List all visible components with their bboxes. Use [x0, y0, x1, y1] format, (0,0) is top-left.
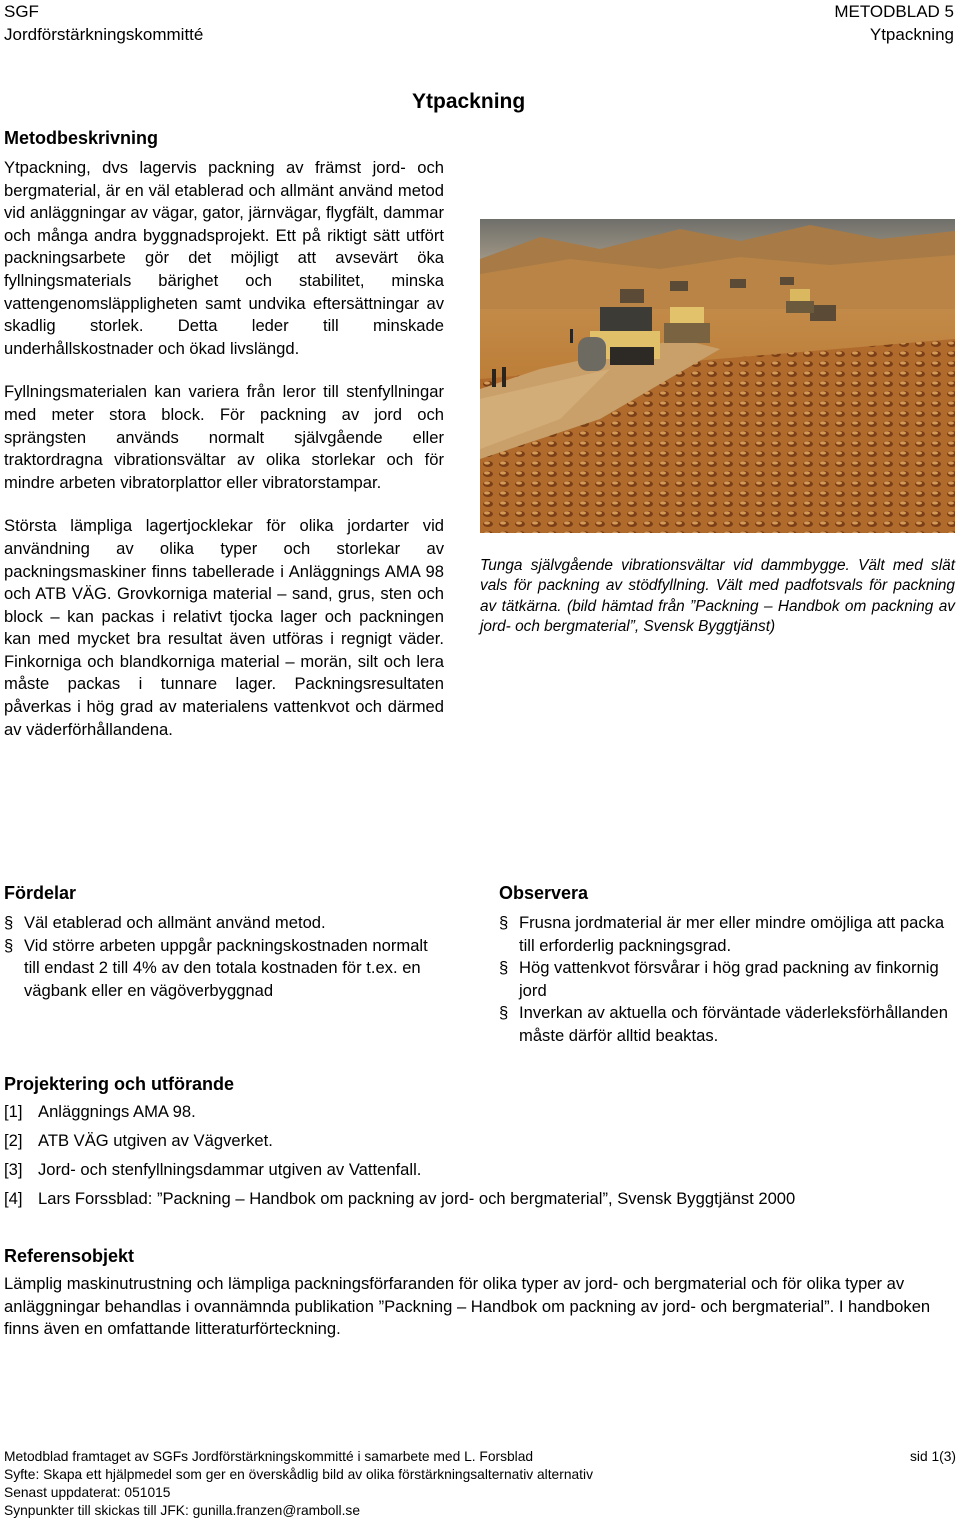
- footer-updated: Senast uppdaterat: 051015: [4, 1485, 171, 1500]
- page-footer: [4, 1448, 956, 1520]
- advantage-text: Väl etablerad och allmänt använd metod.: [24, 913, 326, 932]
- observe-text: Inverkan av aktuella och förväntade väderleksförhållanden måste därför alltid beaktas.: [519, 1003, 948, 1045]
- ref-text: Jord- och stenfyllningsdammar utgiven av Vattenfall.: [38, 1160, 422, 1179]
- header-committee: Jordförstärkningskommitté: [4, 25, 204, 44]
- ref-number: [3]: [4, 1160, 23, 1179]
- list-item: [4, 935, 444, 1003]
- header-org: SGF: [4, 2, 39, 21]
- page-number: sid 1(3): [909, 1449, 956, 1464]
- ref-number: [2]: [4, 1131, 23, 1150]
- projecting-heading: Projektering och utförande: [4, 1074, 235, 1094]
- ref-text: Anläggnings AMA 98.: [38, 1102, 196, 1121]
- compaction-site-image: [480, 219, 955, 533]
- ref-text: ATB VÄG utgiven av Vägverket.: [38, 1131, 273, 1150]
- list-item: [499, 1002, 954, 1047]
- header-doc-topic: Ytpackning: [869, 25, 954, 44]
- list-item: [4, 1155, 954, 1184]
- ref-number: [4]: [4, 1189, 23, 1208]
- footer-credit: Metodblad framtaget av SGFs Jordförstärkningskommitté i samarbete med L. Forsblad: [4, 1449, 534, 1464]
- reference-list: [4, 1097, 954, 1213]
- observe-heading: Observera: [499, 883, 589, 903]
- observe-text: Frusna jordmaterial är mer eller mindre omöjliga att packa till erforderlig packningsgrad.: [519, 913, 945, 955]
- construction-photo: [480, 219, 955, 533]
- list-item: [4, 1184, 954, 1213]
- reference-text: Lämplig maskinutrustning och lämpliga packningsförfaranden för olika typer av jord- och bergmaterial och för olika typer av anläggningar behandlas i ovannämnda publikation ”Packning – Handbok om packning av jord- och bergmaterial”. I handboken finns även en omfattande litteraturförteckning.: [4, 1274, 931, 1339]
- bullet-icon: §: [4, 935, 14, 955]
- advantages-heading: Fördelar: [4, 883, 77, 903]
- figure-caption: Tunga självgående vibrationsvältar vid dammbygge. Vält med slät vals för packning av stödfyllning. Vält med padfotsvals för packning av tätkärna. (bild hämtad från ”Packning – Handbok om packning av jord- och bergmaterial”, Svensk Byggtjänst): [480, 557, 955, 636]
- projecting-section: [4, 1074, 954, 1213]
- list-item: [499, 957, 954, 1002]
- list-item: [499, 912, 954, 957]
- advantage-text: Vid större arbeten uppgår packningskostnaden normalt till endast 2 till 4% av den totala kostnaden för t.ex. en vägbank eller en vägöverbyggnad: [24, 935, 428, 1000]
- header-doc-id: METODBLAD 5: [834, 2, 954, 21]
- footer-line: [4, 1448, 956, 1466]
- list-item: [4, 912, 444, 935]
- page-title: Ytpackning: [412, 90, 526, 113]
- method-heading: Metodbeskrivning: [4, 128, 159, 148]
- method-section: [4, 128, 444, 762]
- header-left: [4, 0, 203, 46]
- method-body: [4, 157, 444, 741]
- footer-purpose: Syfte: Skapa ett hjälpmedel som ger en överskådlig bild av olika förstärkningsalternativ alternativ: [4, 1467, 593, 1482]
- advantages-list: [4, 912, 444, 1002]
- reference-section: [4, 1246, 956, 1341]
- method-paragraph: Största lämpliga lagertjocklekar för olika jordarter vid användning av olika typer och storlekar av packningsmaskiner finns tabellerade i Anläggnings AMA 98 och ATB VÄG. Grovkorniga material – sand, grus, sten och block – kan packas i relativt tjocka lager och packningen kan med mycket bra resultat även utföras i regnigt väder. Finkorniga och blandkorniga material – morän, silt och lera måste packas i tunnare lager. Packningsresultaten påverkas i hög grad av materialens vattenkvot och därmed av väderförhållandena.: [4, 516, 444, 739]
- header-right: [834, 0, 954, 46]
- footer-contact: Synpunkter till skickas till JFK: gunilla.franzen@ramboll.se: [4, 1503, 360, 1518]
- bullet-icon: §: [4, 913, 14, 932]
- ref-text: Lars Forssblad: ”Packning – Handbok om packning av jord- och bergmaterial”, Svensk Byggtjänst 2000: [38, 1189, 796, 1208]
- bullet-icon: §: [499, 958, 509, 978]
- advantages-section: [4, 883, 444, 1002]
- bullet-icon: §: [499, 913, 509, 932]
- observe-text: Hög vattenkvot försvårar i hög grad packning av finkornig jord: [519, 958, 939, 1000]
- reference-heading: Referensobjekt: [4, 1246, 135, 1266]
- list-item: [4, 1097, 954, 1126]
- ref-number: [1]: [4, 1102, 23, 1121]
- method-paragraph: Fyllningsmaterialen kan variera från leror till stenfyllningar med meter stora block. För packning av jord och sprängsten används normalt självgående eller traktordragna vibrationsvältar av olika storlekar och för mindre arbeten vibratorplattor eller vibratorstampar.: [4, 382, 444, 492]
- observe-list: [499, 912, 954, 1048]
- observe-section: [499, 883, 954, 1048]
- method-paragraph: Ytpackning, dvs lagervis packning av främst jord- och bergmaterial, är en väl etablerad och allmänt använd metod vid anläggningar av vägar, gator, järnvägar, flygfält, dammar och många andra byggnadsprojekt. Ett på riktigt sätt utfört packningsarbete gör det möjligt att avsevärt öka fyllningsmaterials bärighet och stabilitet, minska vattengenomsläppligheten samt undvika eftersättningar av skadlig storlek. Detta leder till minskade underhållskostnader och ökad livslängd.: [4, 158, 444, 358]
- bullet-icon: §: [499, 1003, 509, 1023]
- list-item: [4, 1126, 954, 1155]
